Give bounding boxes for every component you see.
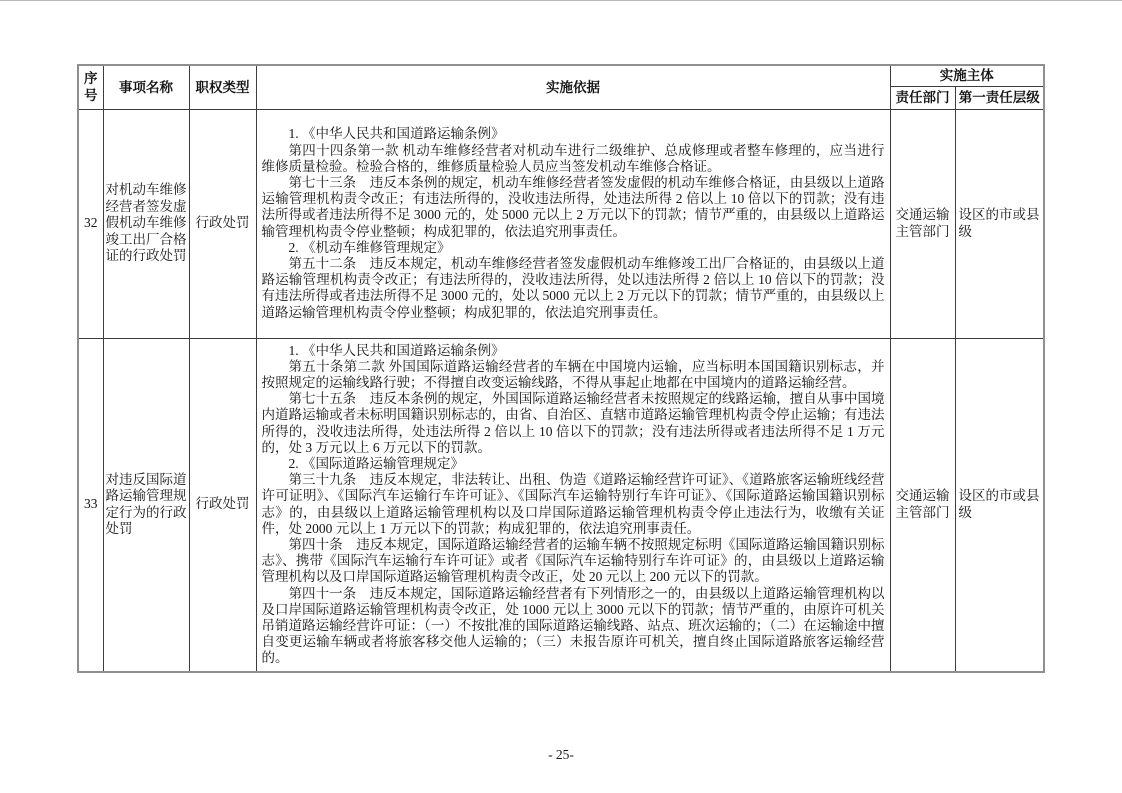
header-cell-responsible-dept: 责任部门: [890, 86, 955, 109]
basis-paragraph: 1. 《中华人民共和国道路运输条例》: [288, 126, 505, 142]
header-cell-power-type: 职权类型: [189, 65, 256, 109]
basis-paragraph: 第四十条 违反本规定，国际道路运输经营者的运输车辆不按照规定标明《国际道路运输国籍识别标志》、携带《国际汽车运输行车许可证》或者《国际汽车运输特别行车许可证》的，由县级以上道路运输管理机构以及口岸国际道路运输管理机构责令改正，处 20 元以上 200 元以下的罚款。: [261, 536, 885, 585]
header-cell-first-responsibility-level: 第一责任层级: [955, 86, 1044, 109]
basis-paragraph: 第三十九条 违反本规定，非法转让、出租、伪造《道路运输经营许可证》、《道路旅客运输班线经营许可证明》、《国际汽车运输行车许可证》、《国际汽车运输特别行车许可证》、《国际道路运输国籍识别标志》的，由县级以上道路运输管理机构以及口岸国际道路运输管理机构责令停止违法行为，收缴有关证件，处 2000 元以上 1 万元以下的罚款；构成犯罪的，依法追究刑事责任。: [261, 472, 885, 536]
cell-power-type: 行政处罚: [189, 338, 256, 672]
page-number: - 25-: [548, 747, 574, 762]
basis-paragraph: 第五十二条 违反本规定，机动车维修经营者签发虚假机动车维修竣工出厂合格证的，由县级以上道路运输管理机构责令改正；有违法所得的，没收违法所得，处以违法所得 2 倍以上 10 倍以下的罚款；没有违法所得或者违法所得不足 3000 元的，处以 5000 元以上 2 万元以下的罚款；情节严重的，由县级以上道路运输管理机构责令停业整顿；构成犯罪的，依法追究刑事责任。: [261, 255, 885, 320]
cell-implementation-basis: [256, 338, 890, 672]
basis-paragraph-list: [262, 126, 885, 320]
cell-item-name: 对违反国际道路运输管理规定行为的行政处罚: [103, 338, 189, 672]
basis-paragraph: 2. 《机动车维修管理规定》: [288, 239, 451, 255]
table-row: [78, 109, 1044, 338]
cell-serial-no: 33: [78, 338, 103, 672]
power-list-table: [77, 64, 1045, 673]
cell-responsible-dept: 交通运输主管部门: [890, 338, 955, 672]
header-cell-item-name: 事项名称: [103, 65, 189, 109]
cell-first-responsibility-level: 设区的市或县级: [955, 338, 1044, 672]
cell-first-responsibility-level: 设区的市或县级: [955, 109, 1044, 338]
page-top-edge: [0, 0, 1122, 1]
basis-paragraph-list: [262, 343, 885, 667]
header-row-1: [78, 65, 1044, 86]
cell-power-type: 行政处罚: [189, 109, 256, 338]
basis-paragraph: 第四十四条第一款 机动车维修经营者对机动车进行二级维护、总成修理或者整车修理的，应当进行维修质量检验。检验合格的，维修质量检验人员应当签发机动车维修合格证。: [261, 142, 885, 174]
basis-paragraph: 1. 《中华人民共和国道路运输条例》: [288, 342, 505, 358]
cell-item-name: 对机动车维修经营者签发虚假机动车维修竣工出厂合格证的行政处罚: [103, 109, 189, 338]
header-cell-implementation-basis: 实施依据: [256, 65, 890, 109]
basis-paragraph: 第七十五条 违反本条例的规定，外国国际道路运输经营者未按照规定的线路运输，擅自从事中国境内道路运输或者未标明国籍识别标志的，由省、自治区、直辖市道路运输管理机构责令停止运输；有违法所得的，没收违法所得，处违法所得 2 倍以上 10 倍以下的罚款；没有违法所得或者违法所得不足 1 万元的，处 3 万元以上 6 万元以下的罚款。: [261, 391, 885, 455]
cell-implementation-basis: [256, 109, 890, 338]
cell-serial-no: 32: [78, 109, 103, 338]
cell-responsible-dept: 交通运输主管部门: [890, 109, 955, 338]
header-cell-serial-no: 序号: [78, 65, 103, 109]
table-row: [78, 338, 1044, 672]
basis-paragraph: 第五十条第二款 外国国际道路运输经营者的车辆在中国境内运输，应当标明本国国籍识别标志，并按照规定的运输线路行驶；不得擅自改变运输线路，不得从事起止地都在中国境内的道路运输经营。: [261, 358, 885, 390]
table-header: [78, 65, 1044, 109]
basis-paragraph: 2. 《国际道路运输管理规定》: [288, 455, 464, 471]
header-cell-implementing-subject: 实施主体: [890, 65, 1044, 86]
basis-paragraph: 第七十三条 违反本条例的规定，机动车维修经营者签发虚假的机动车维修合格证，由县级以上道路运输管理机构责令改正；有违法所得的，没收违法所得，处违法所得 2 倍以上 10 倍以下的罚款；没有违法所得或者违法所得不足 3000 元的，处 5000 元以上 2 万元以下的罚款；情节严重的，由县级以上道路运输管理机构责令停业整顿；构成犯罪的，依法追究刑事责任。: [261, 174, 885, 239]
table-body: [78, 109, 1044, 672]
basis-paragraph: 第四十一条 违反本规定，国际道路运输经营者有下列情形之一的，由县级以上道路运输管理机构以及口岸国际道路运输管理机构责令改正，处 1000 元以上 3000 元以下的罚款；情节严重的，由原许可机关吊销道路运输经营许可证：（一）不按批准的国际道路运输线路、站点、班次运输的；（二）在运输途中擅自变更运输车辆或者将旅客移交他人运输的；（三）未报告原许可机关，擅自终止国际道路旅客运输经营的。: [261, 585, 885, 666]
